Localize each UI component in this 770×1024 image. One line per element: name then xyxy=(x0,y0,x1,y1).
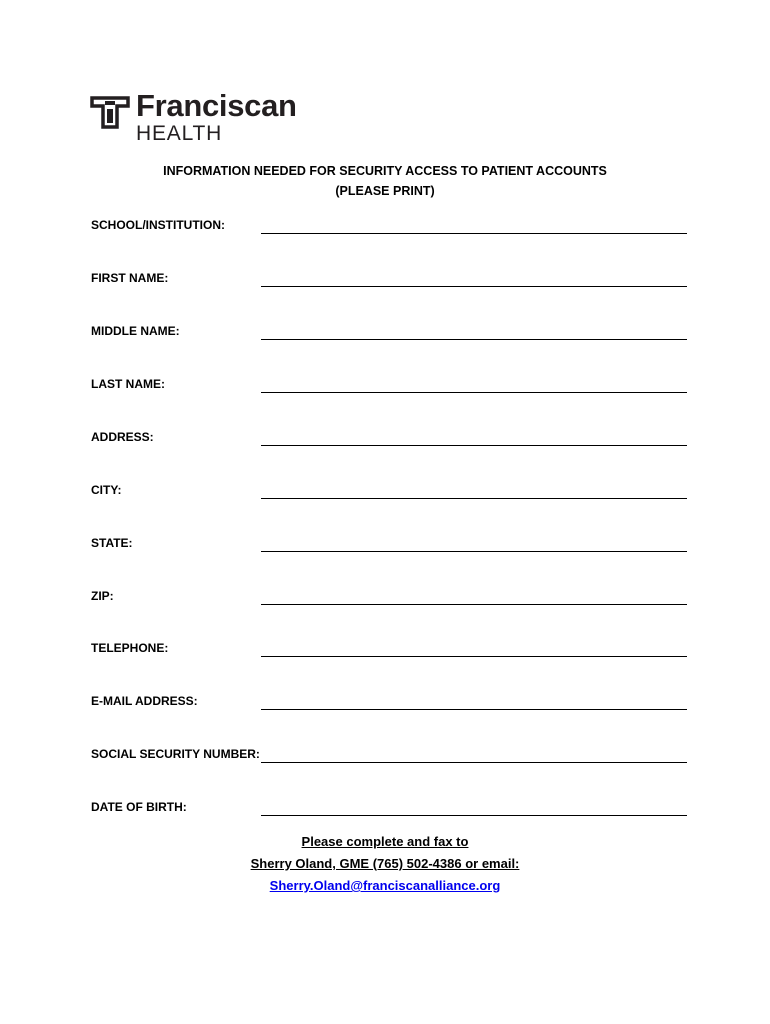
field-label: MIDDLE NAME: xyxy=(91,324,180,338)
field-underline[interactable] xyxy=(261,709,687,710)
field-underline[interactable] xyxy=(261,233,687,234)
field-label: ADDRESS: xyxy=(91,430,154,444)
franciscan-health-logo xyxy=(90,88,297,146)
field-label: E-MAIL ADDRESS: xyxy=(91,694,198,708)
field-label: SCHOOL/INSTITUTION: xyxy=(91,218,225,232)
footer-instruction: Please complete and fax to xyxy=(301,834,469,849)
field-last-name[interactable] xyxy=(91,377,687,401)
field-underline[interactable] xyxy=(261,498,687,499)
field-underline[interactable] xyxy=(261,286,687,287)
logo-name: Franciscan xyxy=(136,88,297,123)
logo-subtitle: HEALTH xyxy=(136,122,223,145)
field-label: STATE: xyxy=(91,536,133,550)
field-label: LAST NAME: xyxy=(91,377,165,391)
field-zip[interactable] xyxy=(91,589,687,613)
field-underline[interactable] xyxy=(261,762,687,763)
form-title: INFORMATION NEEDED FOR SECURITY ACCESS TO PATIENT ACCOUNTS xyxy=(163,164,607,178)
field-label: DATE OF BIRTH: xyxy=(91,800,187,814)
field-date-of-birth[interactable] xyxy=(91,800,687,824)
field-telephone[interactable] xyxy=(91,641,687,665)
field-underline[interactable] xyxy=(261,656,687,657)
field-label: TELEPHONE: xyxy=(91,641,169,655)
field-state[interactable] xyxy=(91,536,687,560)
field-underline[interactable] xyxy=(261,445,687,446)
field-underline[interactable] xyxy=(261,604,687,605)
field-middle-name[interactable] xyxy=(91,324,687,348)
field-email[interactable] xyxy=(91,694,687,718)
field-city[interactable] xyxy=(91,483,687,507)
field-label: SOCIAL SECURITY NUMBER: xyxy=(91,747,260,761)
field-underline[interactable] xyxy=(261,392,687,393)
field-school[interactable] xyxy=(91,218,687,242)
footer-email-link[interactable]: Sherry.Oland@franciscanalliance.org xyxy=(269,878,501,893)
field-underline[interactable] xyxy=(261,815,687,816)
field-label: CITY: xyxy=(91,483,122,497)
field-label: ZIP: xyxy=(91,589,114,603)
field-label: FIRST NAME: xyxy=(91,271,169,285)
field-ssn[interactable] xyxy=(91,747,687,771)
field-first-name[interactable] xyxy=(91,271,687,295)
field-underline[interactable] xyxy=(261,339,687,340)
footer-contact: Sherry Oland, GME (765) 502-4386 or email: xyxy=(250,856,520,871)
field-address[interactable] xyxy=(91,430,687,454)
form-subtitle: (PLEASE PRINT) xyxy=(335,184,435,198)
field-underline[interactable] xyxy=(261,551,687,552)
cross-logo-icon xyxy=(90,92,130,130)
